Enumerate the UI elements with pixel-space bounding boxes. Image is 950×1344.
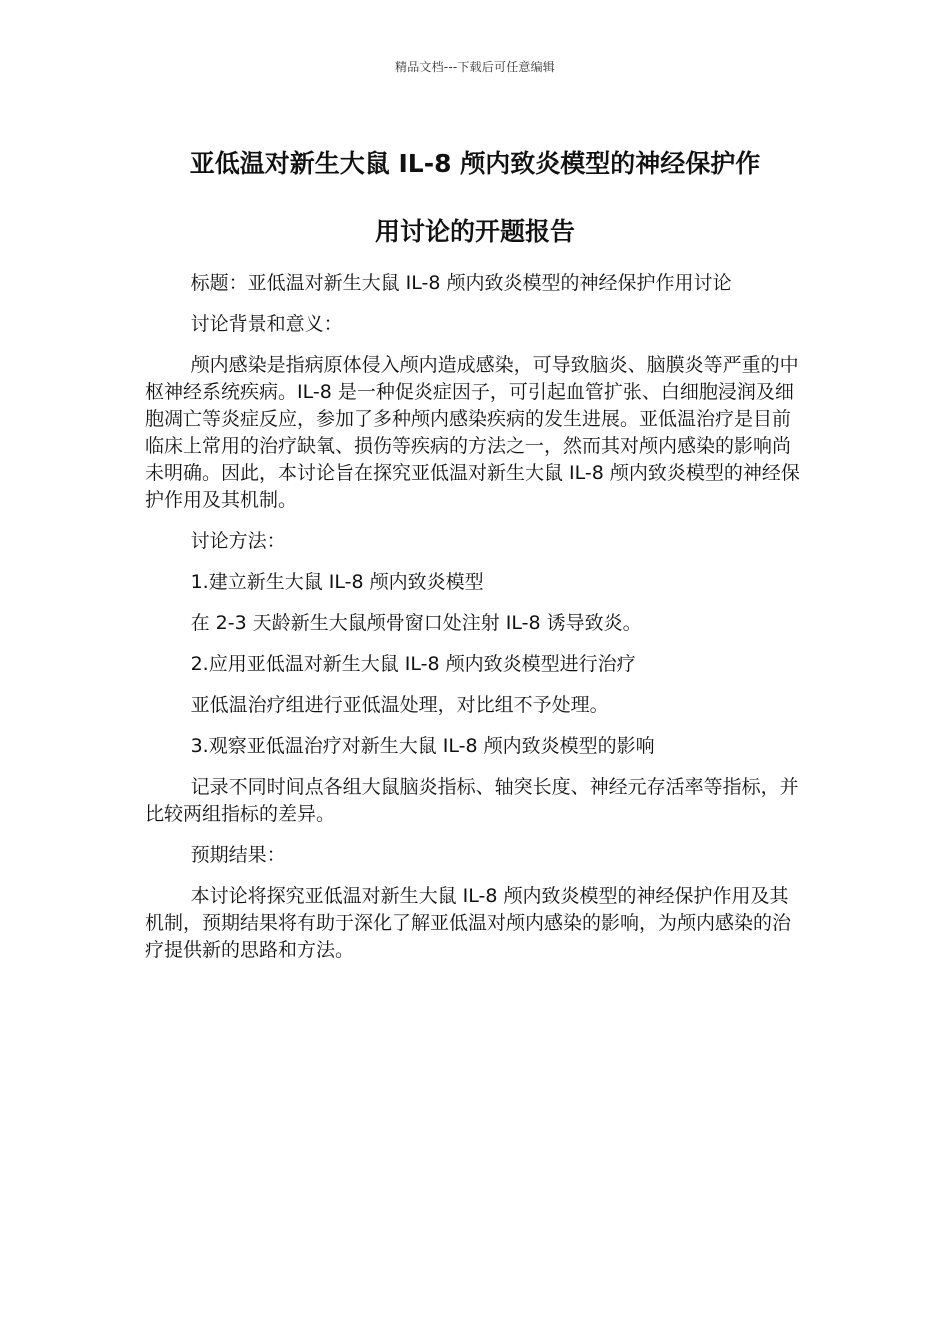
- method-step-3: 3.观察亚低温治疗对新生大鼠 IL-8 颅内致炎模型的影响: [190, 735, 655, 757]
- expected-results-paragraph: 本讨论将探究亚低温对新生大鼠 IL-8 颅内致炎模型的神经保护作用及其机制，预期结果将有助于深化了解亚低温对颅内感染的影响，为颅内感染的治疗提供新的思路和方法。: [145, 885, 792, 961]
- method-step-1: 1.建立新生大鼠 IL-8 颅内致炎模型: [190, 571, 484, 593]
- method-step-3-detail: 记录不同时间点各组大鼠脑炎指标、轴突长度、神经元存活率等指标，并比较两组指标的差异。: [145, 776, 799, 825]
- section-heading-expected-results: 预期结果：: [190, 844, 286, 866]
- section-heading-methods: 讨论方法：: [190, 530, 286, 552]
- document-title: [140, 130, 810, 266]
- background-paragraph: 颅内感染是指病原体侵入颅内造成感染，可导致脑炎、脑膜炎等严重的中枢神经系统疾病。IL-8 是一种促炎症因子，可引起血管扩张、白细胞浸润及细胞凋亡等炎症反应，参加了多种颅内感染疾病的发生进展。亚低温治疗是目前临床上常用的治疗缺氧、损伤等疾病的方法之一，然而其对颅内感染的影响尚未明确。因此，本讨论旨在探究亚低温对新生大鼠 IL-8 颅内致炎模型的神经保护作用及其机制。: [145, 354, 800, 511]
- page-header-note: 精品文档---下载后可任意编辑: [395, 60, 555, 74]
- document-body: [145, 270, 800, 978]
- title-line-2: 用讨论的开题报告: [374, 217, 575, 246]
- method-step-1-detail: 在 2-3 天龄新生大鼠颅骨窗口处注射 IL-8 诱导致炎。: [190, 612, 642, 634]
- method-step-2-detail: 亚低温治疗组进行亚低温处理，对比组不予处理。: [190, 694, 609, 716]
- subject-line: 标题：亚低温对新生大鼠 IL-8 颅内致炎模型的神经保护作用讨论: [190, 272, 732, 294]
- title-line-1: 亚低温对新生大鼠 IL-8 颅内致炎模型的神经保护作: [189, 149, 761, 178]
- section-heading-background: 讨论背景和意义：: [190, 313, 343, 335]
- method-step-2: 2.应用亚低温对新生大鼠 IL-8 颅内致炎模型进行治疗: [190, 653, 636, 675]
